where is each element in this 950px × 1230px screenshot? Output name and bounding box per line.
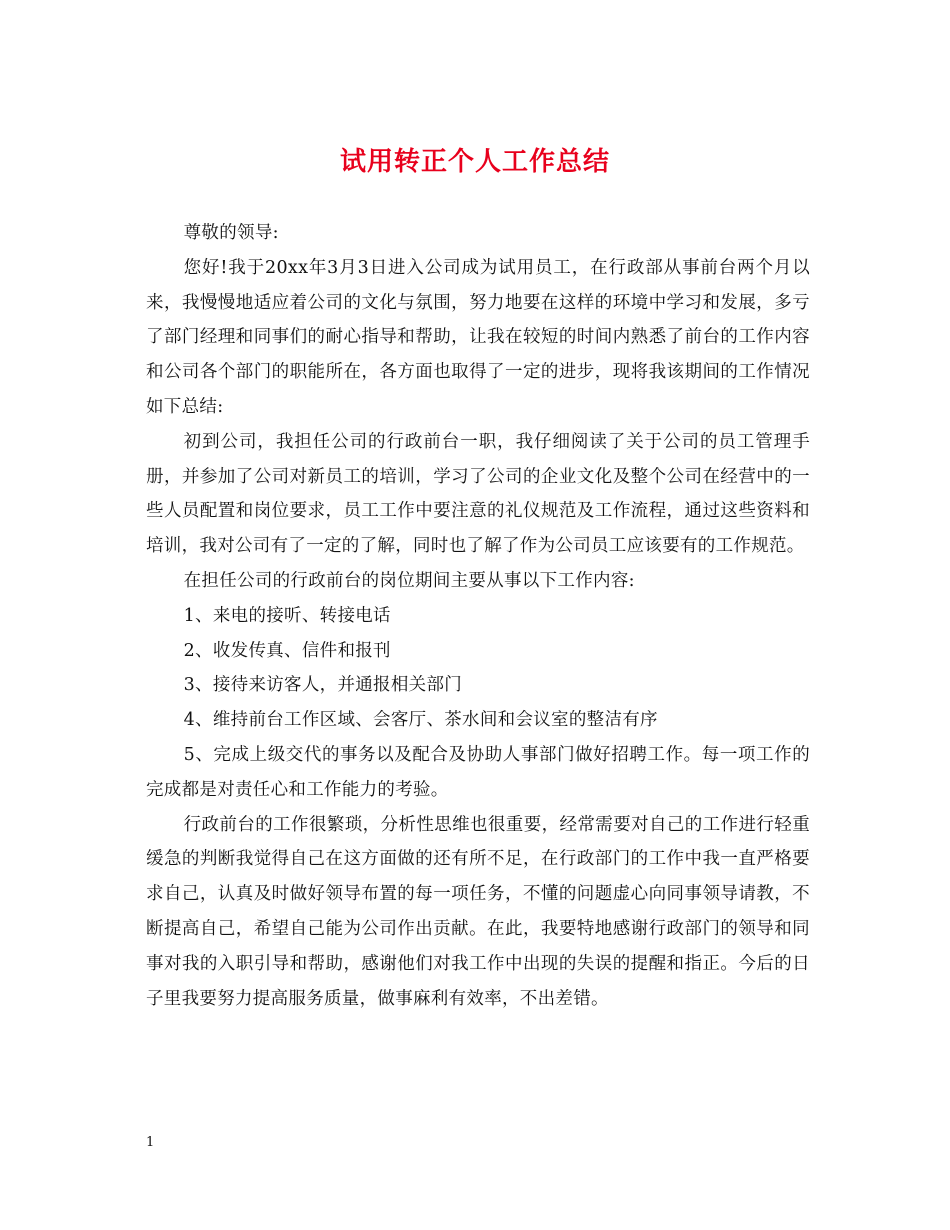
duty-item-4: 4、维持前台工作区域、会客厅、茶水间和会议室的整洁有序 [183,710,658,731]
duty-item-5: 5、完成上级交代的事务以及配合及协助人事部门做好招聘工作。每一项工作的完成都是对责任心和工作能力的考验。 [146,744,810,800]
document-title: 试用转正个人工作总结 [339,147,610,177]
duty-item-2: 2、收发传真、信件和报刊 [183,640,391,661]
page-number: 1 [146,1135,155,1150]
paragraph-reflection: 行政前台的工作很繁琐，分析性思维也很重要，经常需要对自己的工作进行轻重缓急的判断我觉得自己在这方面做的还有所不足，在行政部门的工作中我一直严格要求自己，认真及时做好领导布置的每一项任务，不懂的问题虚心向同事领导请教，不断提高自己，希望自己能为公司作出贡献。在此，我要特地感谢行政部门的领导和同事对我的入职引导和帮助，感谢他们对我工作中出现的失误的提醒和指正。今后的日子里我要努力提高服务质量，做事麻利有效率，不出差错。 [146,814,810,1009]
paragraph-intro: 您好!我于20xx年3月3日进入公司成为试用员工，在行政部从事前台两个月以来，我慢慢地适应着公司的文化与氛围，努力地要在这样的环境中学习和发展，多亏了部门经理和同事们的耐心指导和帮助，让我在较短的时间内熟悉了前台的工作内容和公司各个部门的职能所在，各方面也取得了一定的进步，现将我该期间的工作情况如下总结: [146,257,810,417]
paragraph-duties-heading: 在担任公司的行政前台的岗位期间主要从事以下工作内容: [183,570,635,591]
duty-item-1: 1、来电的接听、转接电话 [183,605,391,626]
paragraph-onboarding: 初到公司，我担任公司的行政前台一职，我仔细阅读了关于公司的员工管理手册，并参加了公司对新员工的培训，学习了公司的企业文化及整个公司在经营中的一些人员配置和岗位要求，员工工作中要注意的礼仪规范及工作流程，通过这些资料和培训，我对公司有了一定的了解，同时也了解了作为公司员工应该要有的工作规范。 [146,431,810,557]
document-body [146,216,810,1016]
duty-item-3: 3、接待来访客人，并通报相关部门 [183,675,463,696]
salutation: 尊敬的领导: [183,223,279,243]
